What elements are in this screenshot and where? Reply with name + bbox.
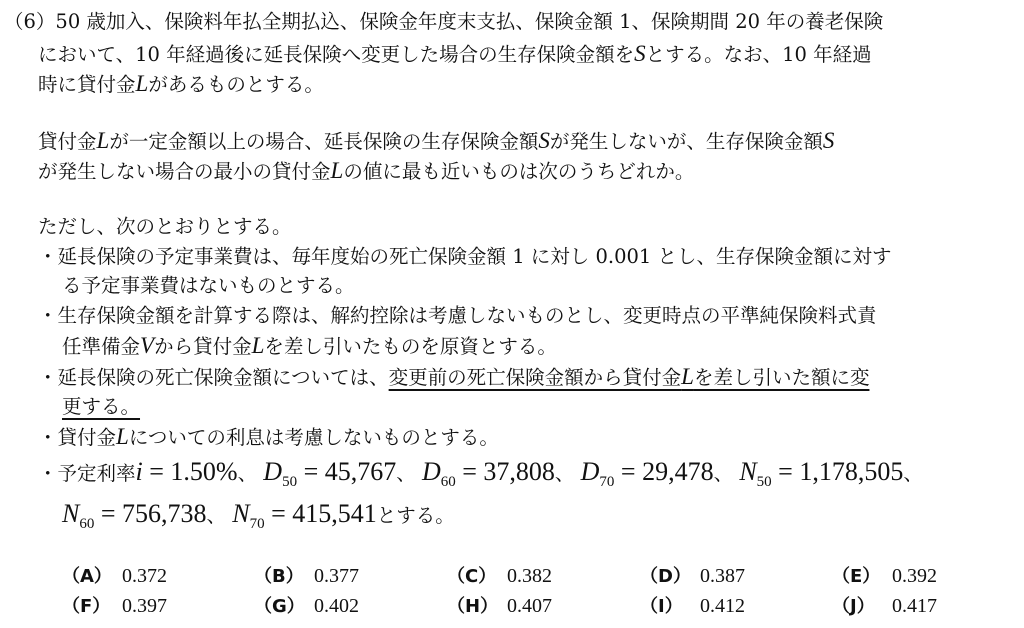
choice-i[interactable]: （I） 0.412 [640, 595, 745, 617]
condition-3-line-1: ・延長保険の死亡保険金額については、変更前の死亡保険金額から貸付金Lを差し引いた額に変 [38, 364, 870, 389]
n60-value: $N_{60} = 756,738$ [62, 499, 207, 532]
condition-5-line-1: ・予定利率i = 1.50%、 $D_{50} = 45,767$、 $D_{60} = 37,808$、 $D_{70} = 29,478$、 $N_{50} = 1,178,505$、 [38, 457, 923, 490]
underlined-text: 変更前の死亡保険金額から貸付金Lを差し引いた額に変 [388, 364, 870, 389]
d50-value: $D_{50} = 45,767$ [263, 457, 397, 490]
condition-1-line-1: ・延長保険の予定事業費は、毎年度始の死亡保険金額 1 に対し 0.001 とし、生存保険金額に対す [38, 245, 892, 268]
problem-line-3: 時に貸付金Lがあるものとする。 [38, 71, 324, 96]
question-line-1: 貸付金Lが一定金額以上の場合、延長保険の生存保険金額Sが発生しないが、生存保険金額S [38, 128, 835, 153]
condition-3-line-2: 更する。 [62, 395, 141, 418]
n50-value: $N_{50} = 1,178,505$ [739, 457, 904, 490]
condition-4: ・貸付金Lについての利息は考慮しないものとする。 [38, 424, 499, 449]
choice-f[interactable]: （F） 0.397 [62, 595, 167, 617]
choice-c[interactable]: （C） 0.382 [447, 565, 552, 587]
choice-g[interactable]: （G） 0.402 [254, 595, 359, 617]
d70-value: $D_{70} = 29,478$ [580, 457, 714, 490]
n70-value: $N_{70} = 415,541$ [232, 499, 377, 532]
conditions-intro: ただし、次のとおりとする。 [38, 215, 292, 238]
d60-value: $D_{60} = 37,808$ [421, 457, 555, 490]
problem-number: （6） [4, 10, 56, 33]
choice-b[interactable]: （B） 0.377 [254, 565, 359, 587]
choice-a[interactable]: （A） 0.372 [62, 565, 167, 587]
choice-e[interactable]: （E） 0.392 [832, 565, 937, 587]
choice-j[interactable]: （J） 0.417 [832, 595, 937, 617]
problem-line-1: （6）50 歳加入、保険料年払全期払込、保険金年度末支払、保険金額 1、保険期間 20 年の養老保険 [4, 10, 884, 33]
condition-2-line-1: ・生存保険金額を計算する際は、解約控除は考慮しないものとし、変更時点の平準純保険料式責 [38, 304, 877, 327]
question-line-2: が発生しない場合の最小の貸付金Lの値に最も近いものは次のうちどれか。 [38, 158, 695, 183]
problem-line-2: において、10 年経過後に延長保険へ変更した場合の生存保険金額をSとする。なお、10 年経過 [38, 41, 872, 66]
condition-1-line-2: る予定事業費はないものとする。 [62, 274, 355, 297]
condition-2-line-2: 任準備金Vから貸付金Lを差し引いたものを原資とする。 [62, 333, 557, 358]
choice-d[interactable]: （D） 0.387 [640, 565, 745, 587]
condition-5-line-2: $N_{60} = 756,738$、 $N_{70} = 415,541$とする。 [62, 499, 455, 532]
choice-h[interactable]: （H） 0.407 [447, 595, 552, 617]
